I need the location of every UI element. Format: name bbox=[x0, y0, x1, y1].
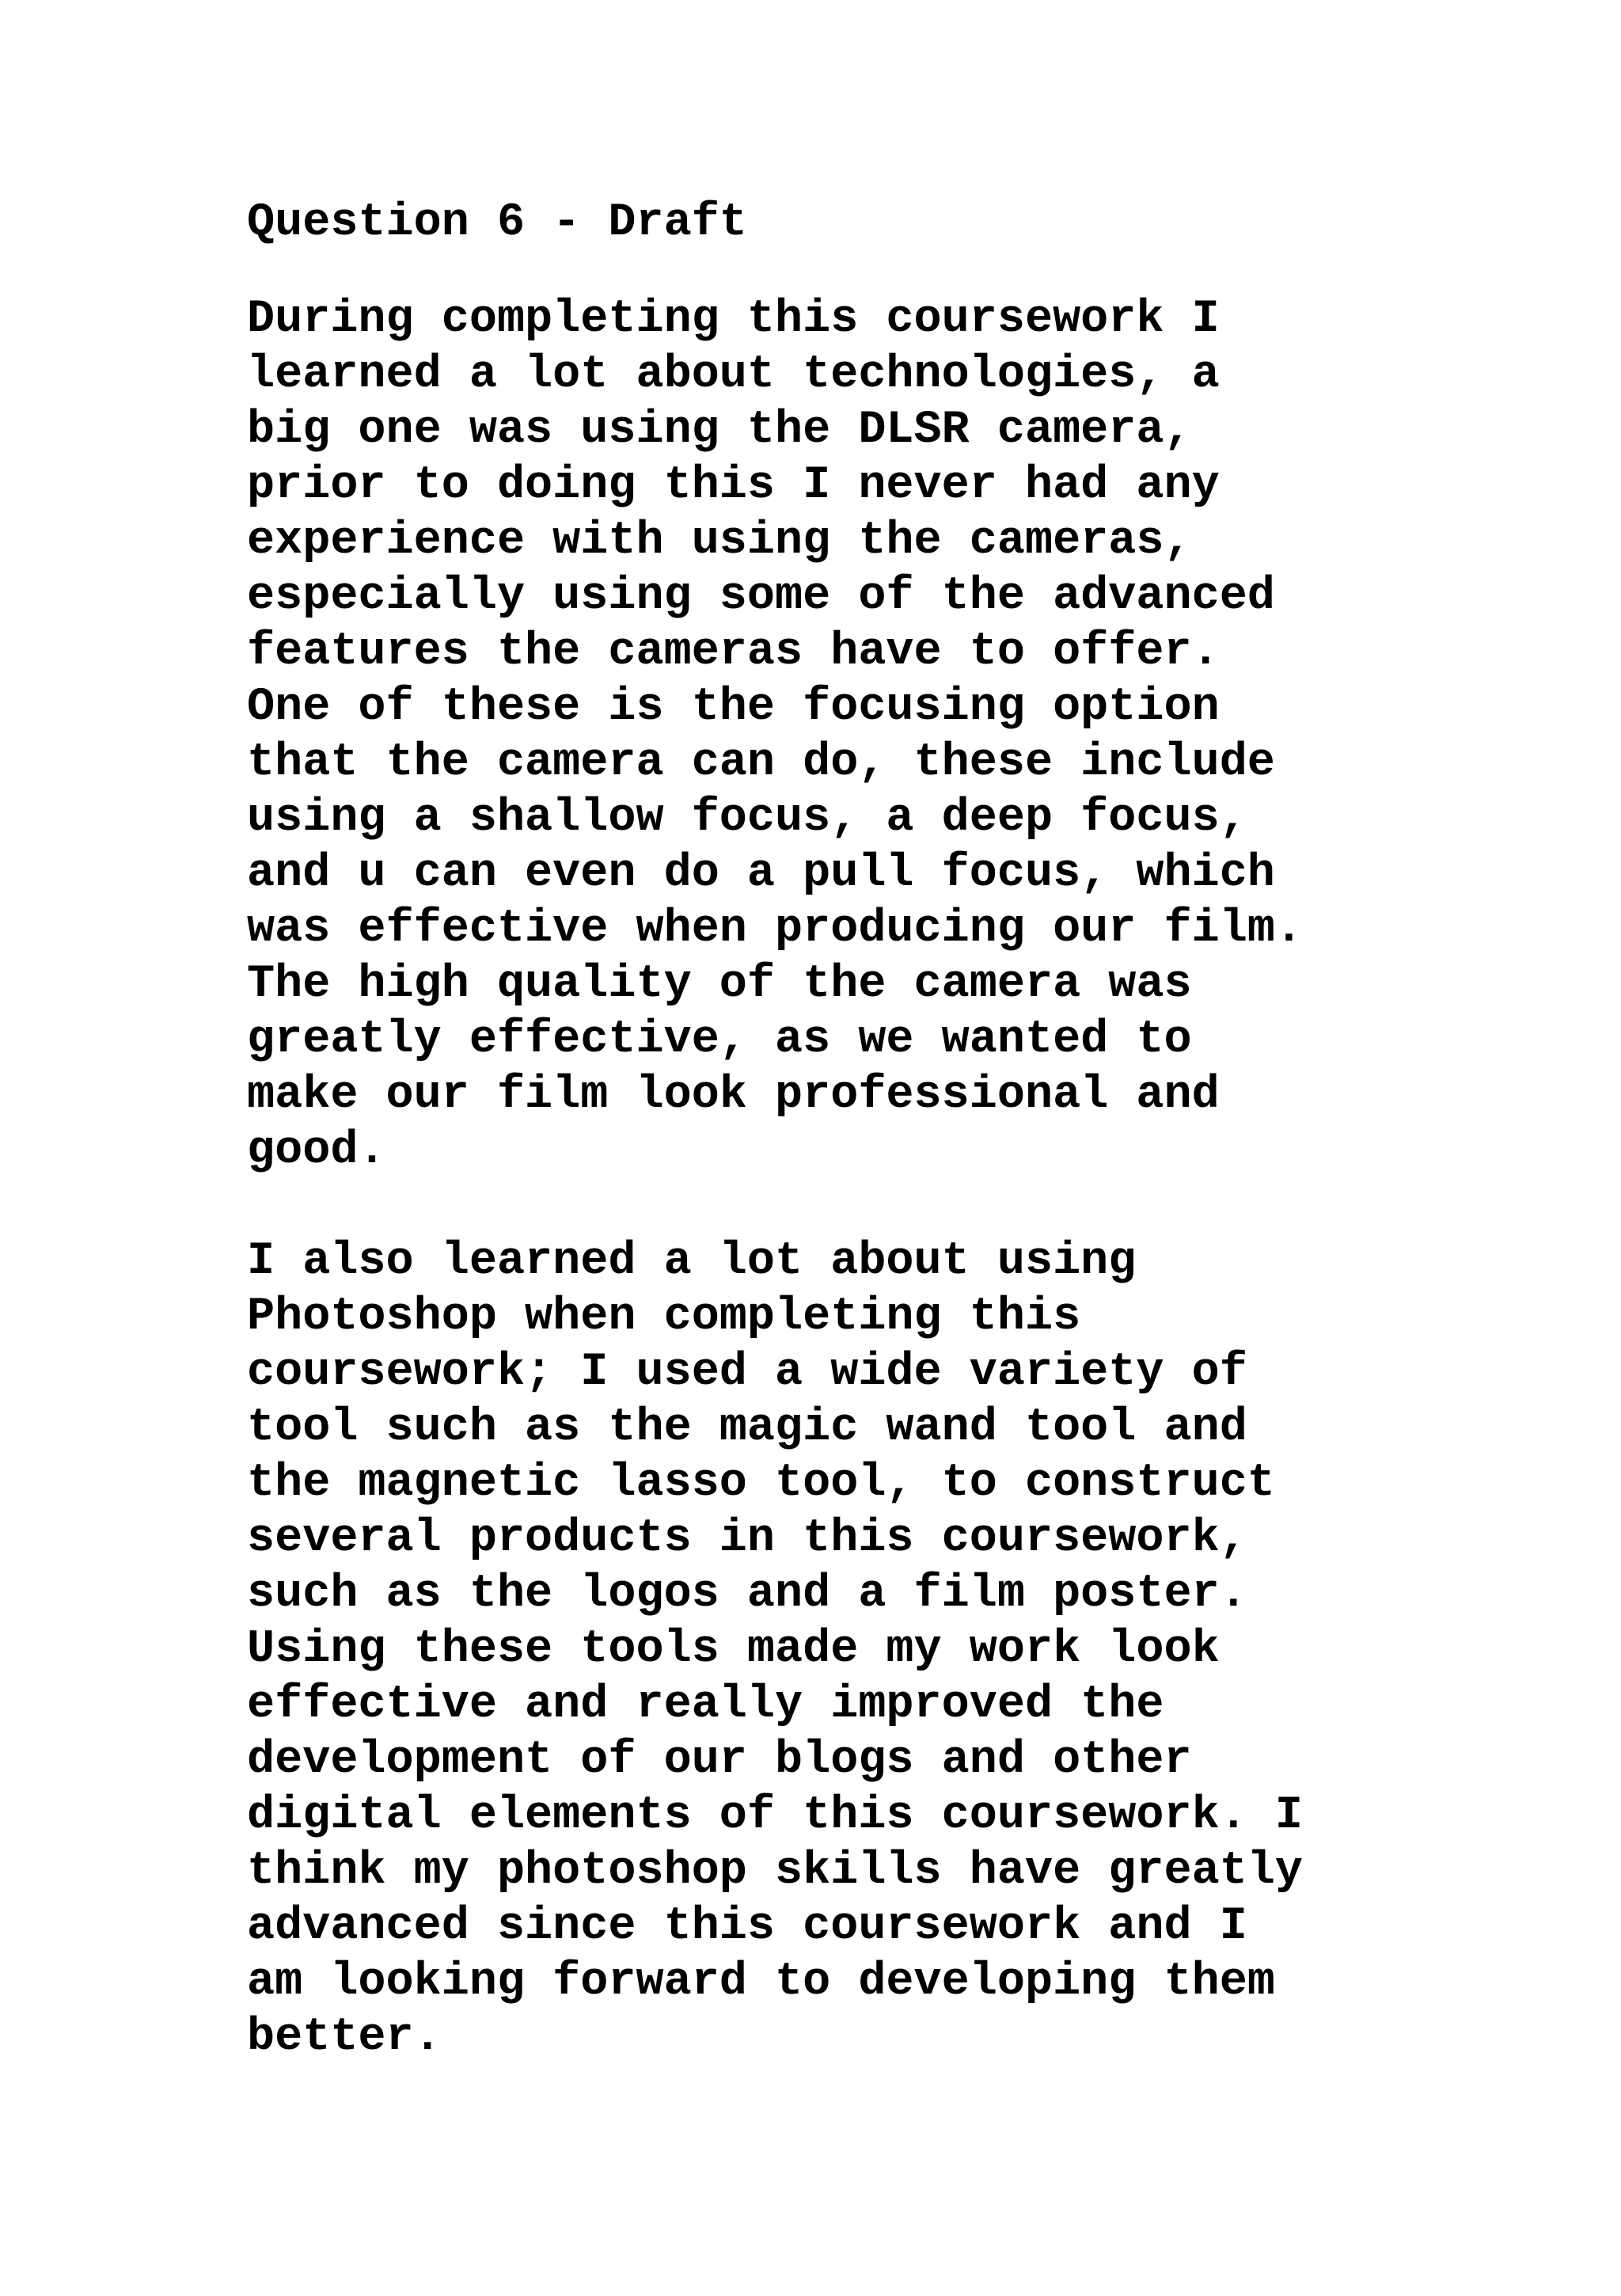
text-line: such as the logos and a film poster. bbox=[247, 1567, 1247, 1620]
text-line: The high quality of the camera was bbox=[247, 957, 1192, 1010]
text-line: good. bbox=[247, 1123, 386, 1177]
text-line: effective and really improved the bbox=[247, 1678, 1164, 1731]
text-line: coursework; I used a wide variety of bbox=[247, 1345, 1247, 1398]
text-line: features the cameras have to offer. bbox=[247, 625, 1220, 678]
text-line: big one was using the DLSR camera, bbox=[247, 403, 1192, 456]
text-line: especially using some of the advanced bbox=[247, 569, 1275, 622]
text-line: am looking forward to developing them bbox=[247, 1955, 1275, 2008]
text-line: several products in this coursework, bbox=[247, 1511, 1247, 1564]
paragraph-technologies bbox=[247, 291, 1434, 1178]
text-line: make our film look professional and bbox=[247, 1068, 1220, 1121]
text-line: was effective when producing our film. bbox=[247, 902, 1304, 955]
text-line: better. bbox=[247, 2010, 442, 2063]
text-line: and u can even do a pull focus, which bbox=[247, 846, 1275, 899]
text-line: that the camera can do, these include bbox=[247, 736, 1275, 789]
text-line: Photoshop when completing this bbox=[247, 1290, 1081, 1343]
text-line: learned a lot about technologies, a bbox=[247, 348, 1220, 401]
text-line: During completing this coursework I bbox=[247, 292, 1220, 345]
text-line: advanced since this coursework and I bbox=[247, 1899, 1247, 1952]
text-line: One of these is the focusing option bbox=[247, 680, 1220, 733]
text-line: using a shallow focus, a deep focus, bbox=[247, 791, 1247, 844]
paragraph-photoshop bbox=[247, 1234, 1434, 2065]
text-line: greatly effective, as we wanted to bbox=[247, 1013, 1192, 1066]
text-line: experience with using the cameras, bbox=[247, 514, 1192, 567]
text-line: prior to doing this I never had any bbox=[247, 458, 1220, 511]
text-line: digital elements of this coursework. I bbox=[247, 1789, 1304, 1842]
text-line: tool such as the magic wand tool and bbox=[247, 1401, 1247, 1454]
text-line: Using these tools made my work look bbox=[247, 1622, 1220, 1675]
document-body bbox=[247, 195, 1434, 2065]
text-line: the magnetic lasso tool, to construct bbox=[247, 1456, 1275, 1509]
document-title: Question 6 - Draft bbox=[247, 196, 747, 249]
text-line: development of our blogs and other bbox=[247, 1733, 1192, 1786]
text-line: think my photoshop skills have greatly bbox=[247, 1844, 1304, 1897]
text-line: I also learned a lot about using bbox=[247, 1234, 1137, 1287]
